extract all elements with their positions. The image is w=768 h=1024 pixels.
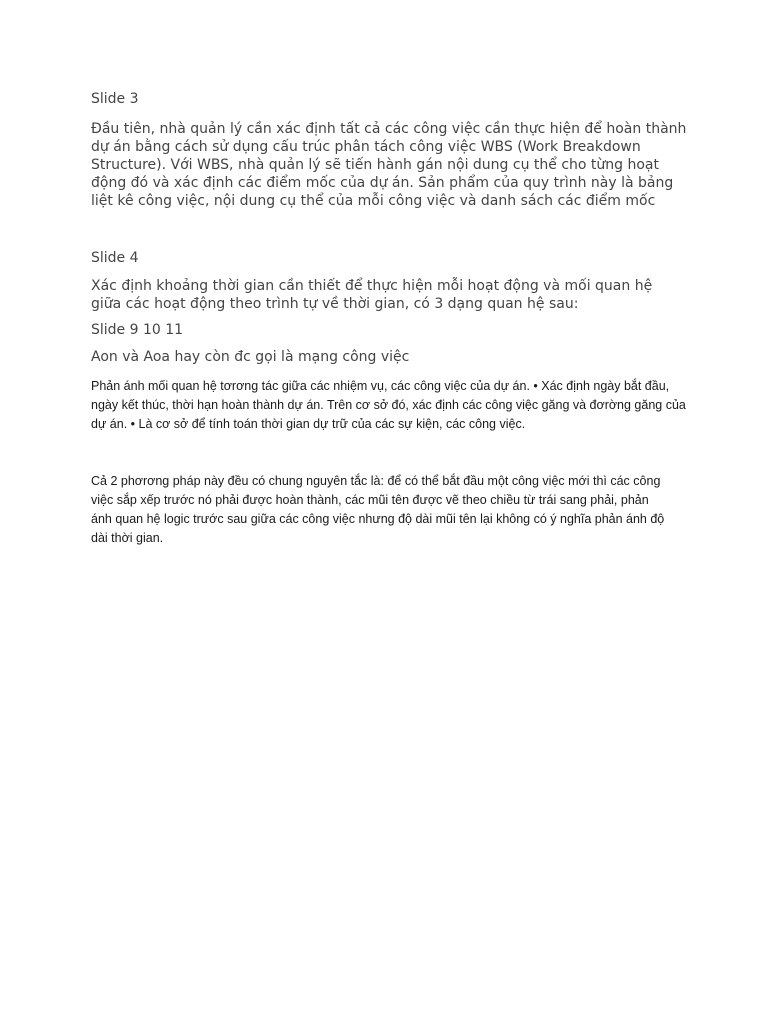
slide4-heading: Slide 4: [91, 250, 139, 266]
slide4-paragraph: Xác định khoảng thời gian cần thiết để thực hiện mỗi hoạt động và mối quan hệ giữa các hoạt động theo trình tự về thời gian, có 3 dạng quan hệ sau:: [91, 278, 653, 312]
slide9-heading: Slide 9 10 11: [91, 322, 184, 338]
reflection-paragraph: Phản ánh mối quan hệ tơrơng tác giữa các nhiệm vụ, các công việc của dự án. • Xác định ngày bắt đầu, ngày kết thúc, thời hạn hoàn thành dự án. Trên cơ sở đó, xác định các công việc găng và đơrờng găng của dự án. • Là cơ sở để tính toán thời gian dự trữ của các sự kiện, các công việc.: [91, 379, 686, 431]
document-body: [91, 90, 691, 548]
methods-paragraph: Cả 2 phơrơng pháp này đều có chung nguyên tắc là: để có thể bắt đầu một công việc mới thì các công việc sắp xếp trước nó phải được hoàn thành, các mũi tên được vẽ theo chiều từ trái sang phải, phản ánh quan hệ logic trước sau giữa các công việc nhưng độ dài mũi tên lại không có ý nghĩa phản ánh độ dài thời gian.: [91, 474, 665, 545]
slide3-heading: Slide 3: [91, 91, 139, 107]
aon-aoa-line: Aon và Aoa hay còn đc gọi là mạng công việc: [91, 349, 410, 365]
slide3-paragraph: Đầu tiên, nhà quản lý cần xác định tất cả các công việc cần thực hiện để hoàn thành dự án bằng cách sử dụng cấu trúc phân tách công việc WBS (Work Breakdown Structure). Với WBS, nhà quản lý sẽ tiến hành gán nội dung cụ thể cho từng hoạt động đó và xác định các điểm mốc của dự án. Sản phẩm của quy trình này là bảng liệt kê công việc, nội dung cụ thể của mỗi công việc và danh sách các điểm mốc: [91, 121, 687, 209]
